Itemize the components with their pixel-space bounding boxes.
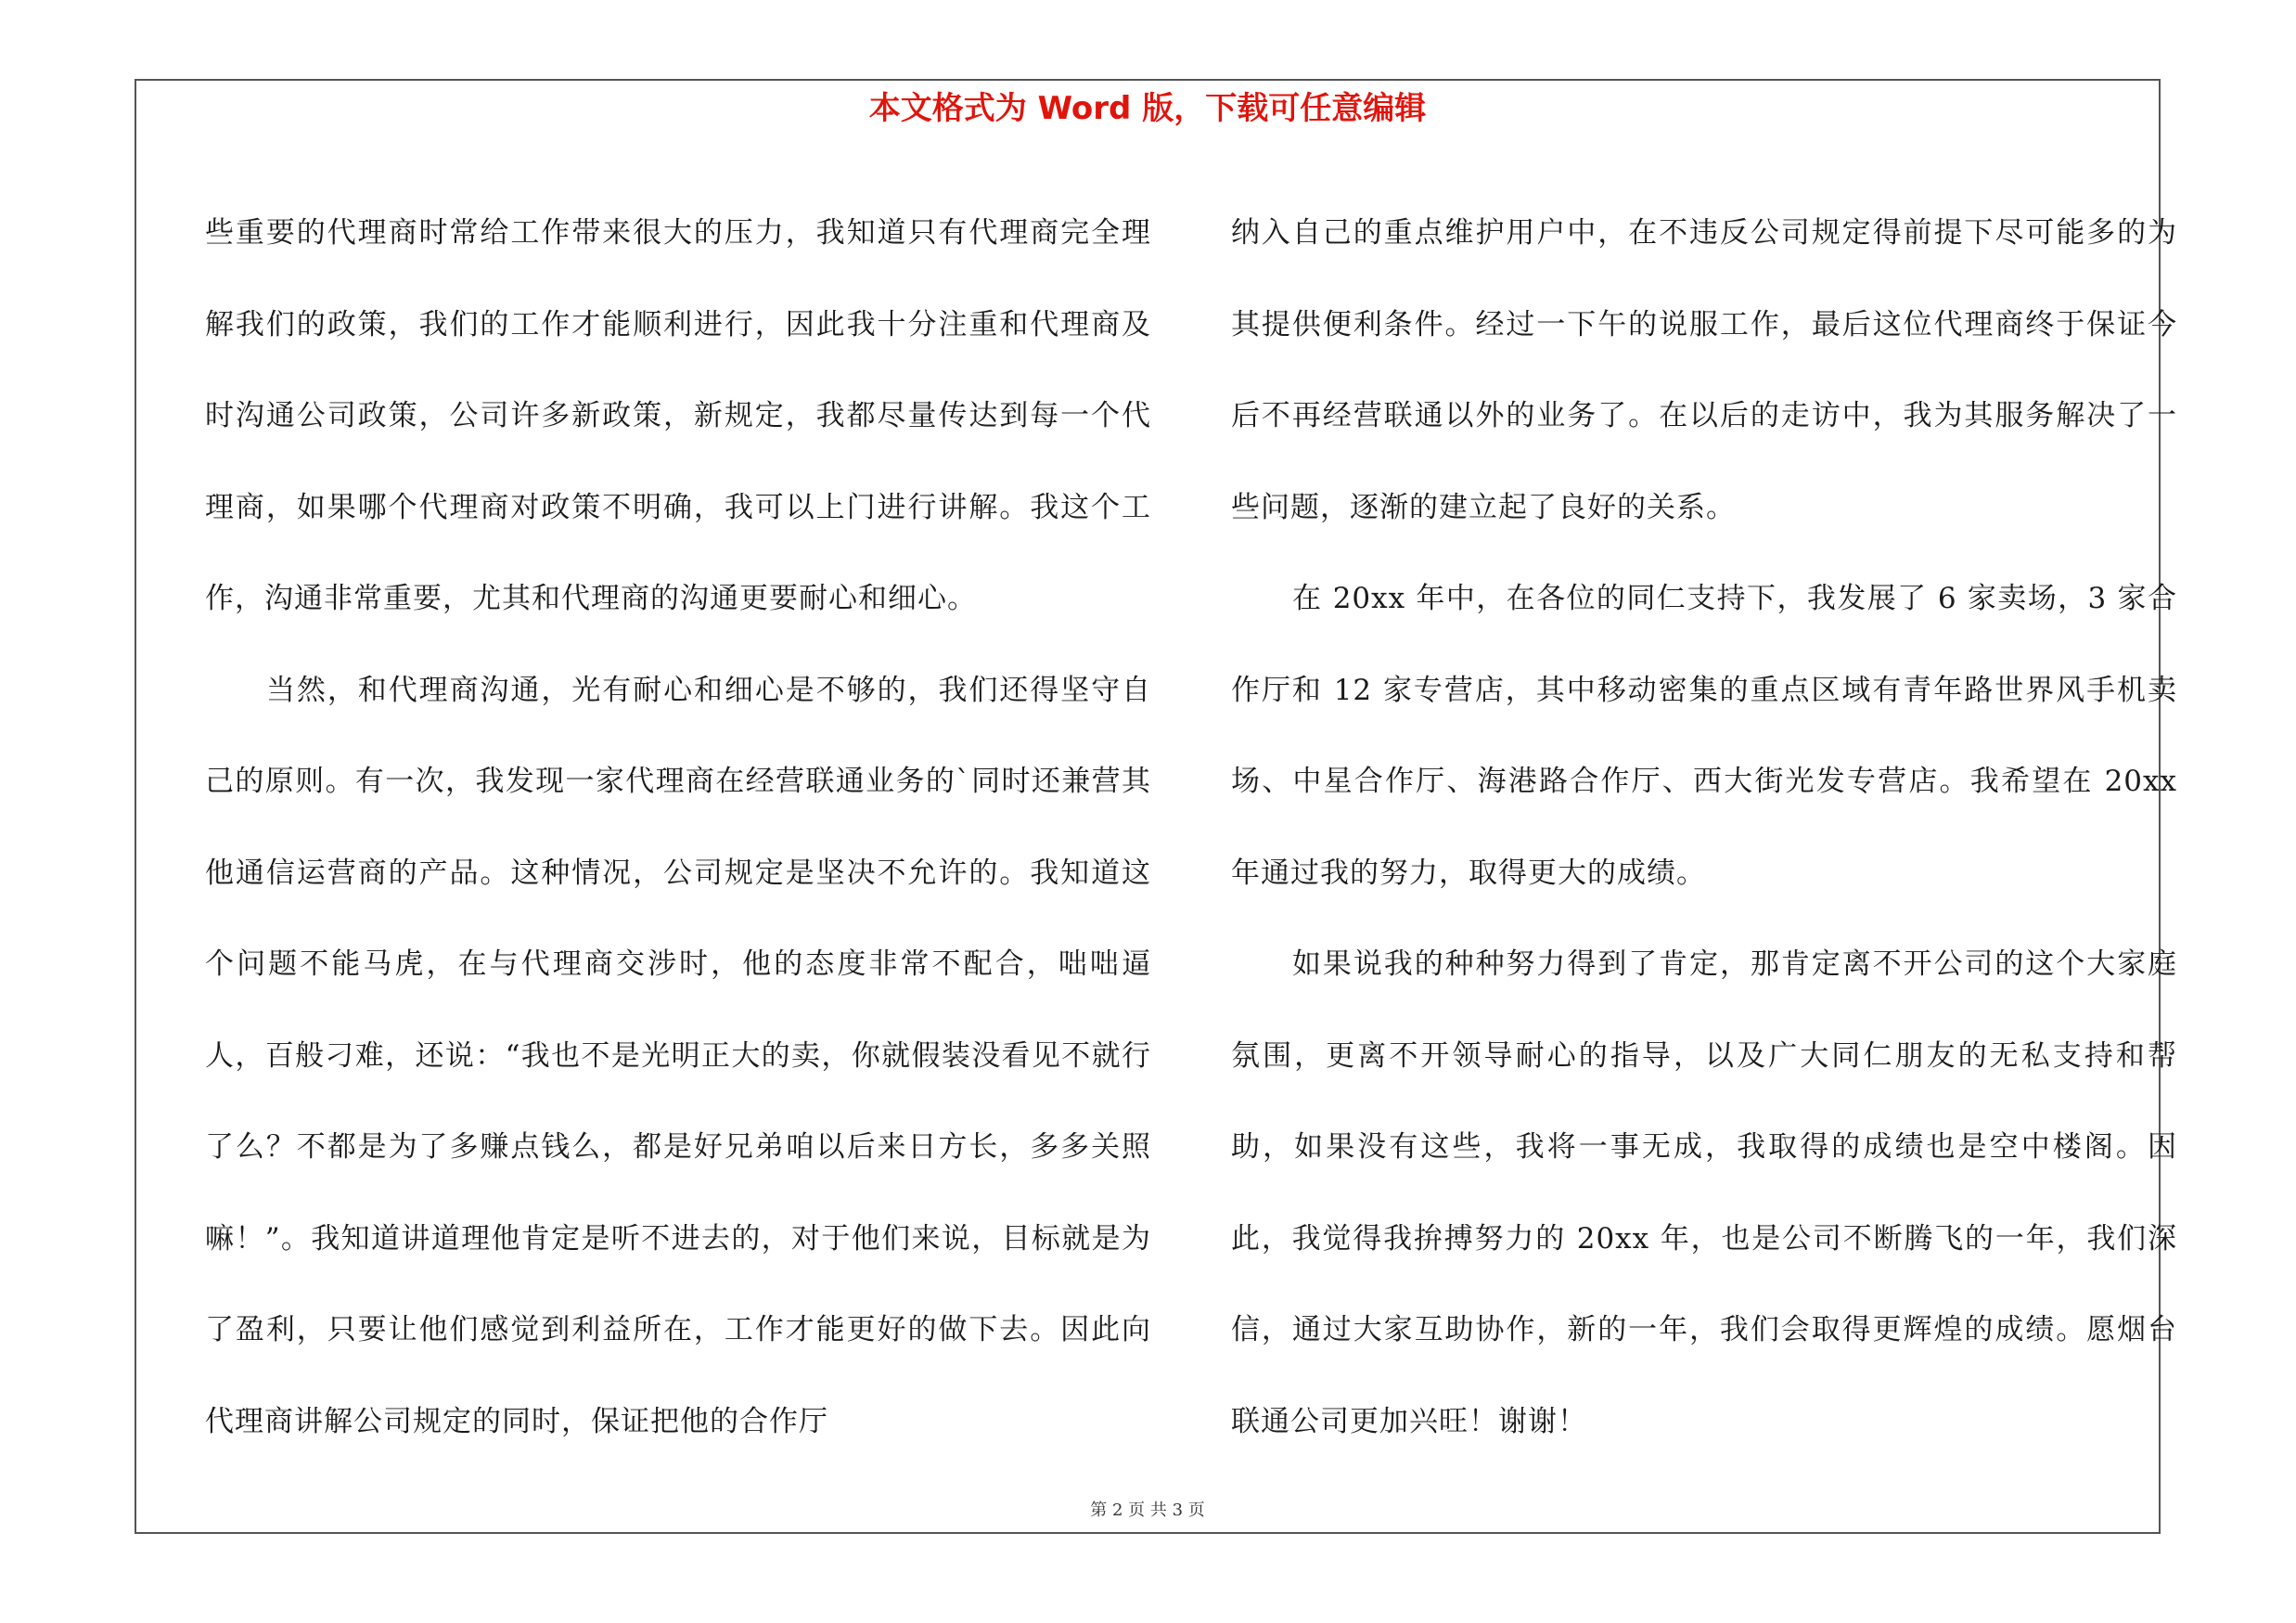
format-banner: 本文格式为 Word 版，下载可任意编辑: [868, 90, 1427, 127]
paragraph: 如果说我的种种努力得到了肯定，那肯定离不开公司的这个大家庭氛围，更离不开领导耐心的指导，以及广大同仁朋友的无私支持和帮助，如果没有这些，我将一事无成，我取得的成绩也是空中楼阁。因此，我觉得我拚搏努力的 20xx 年，也是公司不断腾飞的一年，我们深信，通过大家互助协作，新的一年，我们会取得更辉煌的成绩。愿烟台联通公司更加兴旺！谢谢！: [1231, 947, 2177, 1438]
paragraph: 些重要的代理商时常给工作带来很大的压力，我知道只有代理商完全理解我们的政策，我们的工作才能顺利进行，因此我十分注重和代理商及时沟通公司政策，公司许多新政策，新规定，我都尽量传达到每一个代理商，如果哪个代理商对政策不明确，我可以上门进行讲解。我这个工作，沟通非常重要，尤其和代理商的沟通更要耐心和细心。: [205, 216, 1151, 615]
paragraph: 当然，和代理商沟通，光有耐心和细心是不够的，我们还得坚守自己的原则。有一次，我发现一家代理商在经营联通业务的`同时还兼营其他通信运营商的产品。这种情况，公司规定是坚决不允许的。我知道这个问题不能马虎，在与代理商交涉时，他的态度非常不配合，咄咄逼人，百般刁难，还说：“我也不是光明正大的卖，你就假装没看见不就行了么？不都是为了多赚点钱么，都是好兄弟咱以后来日方长，多多关照嘛！”。我知道讲道理他肯定是听不进去的，对于他们来说，目标就是为了盈利，只要让他们感觉到利益所在，工作才能更好的做下去。因此向代理商讲解公司规定的同时，保证把他的合作厅: [205, 673, 1151, 1438]
paragraph: 纳入自己的重点维护用户中，在不违反公司规定得前提下尽可能多的为其提供便利条件。经过一下午的说服工作，最后这位代理商终于保证今后不再经营联通以外的业务了。在以后的走访中，我为其服务解决了一些问题，逐渐的建立起了良好的关系。: [1231, 216, 2177, 524]
left-column: [205, 187, 1151, 1467]
paragraph: 在 20xx 年中，在各位的同仁支持下，我发展了 6 家卖场，3 家合作厅和 12 家专营店，其中移动密集的重点区域有青年路世界风手机卖场、中星合作厅、海港路合作厅、西大街光发专营店。我希望在 20xx 年通过我的努力，取得更大的成绩。: [1231, 582, 2177, 890]
page-frame: [135, 79, 2177, 1534]
right-column: [1231, 187, 2177, 1467]
page-number-footer: 第 2 页 共 3 页: [1090, 1501, 1205, 1520]
